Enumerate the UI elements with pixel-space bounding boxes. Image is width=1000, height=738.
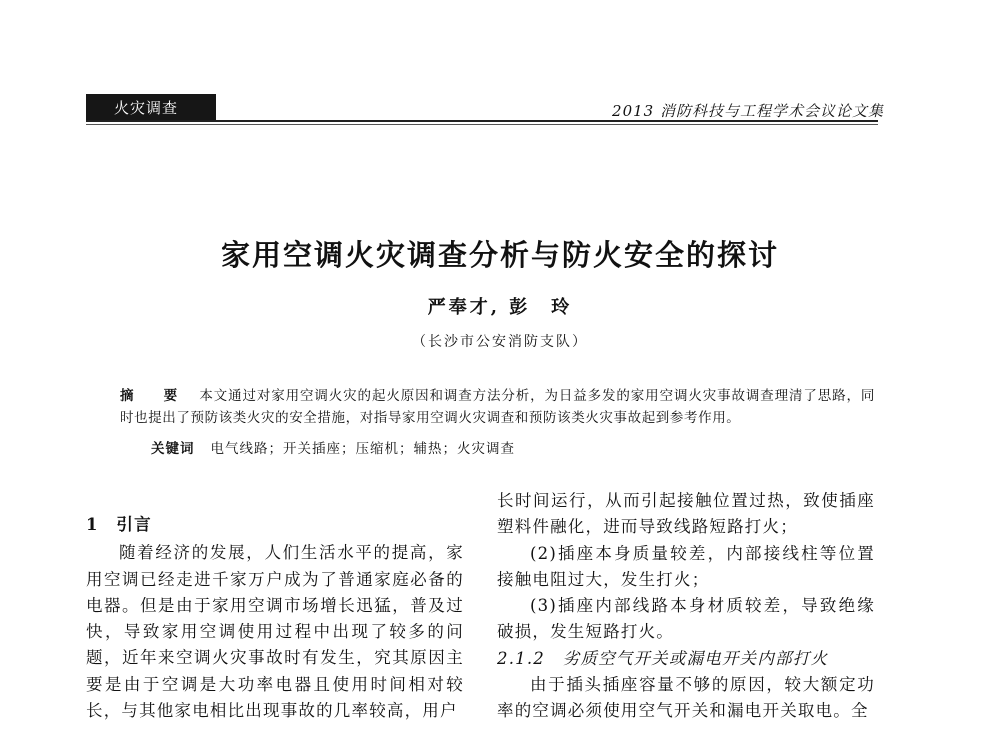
paragraph: 随着经济的发展，人们生活水平的提高，家用空调已经走进千家万户成为了普通家庭必备的电器。但是由于家用空调市场增长迅猛，普及过快，导致家用空调使用过程中出现了较多的问题，近年来空调火灾事故时有发生，究其原因主要是由于空调是大功率电器且使用时间相对较长，与其他家电相比出现事故的几率较高，用户 bbox=[86, 543, 464, 721]
right-column bbox=[497, 488, 875, 725]
list-item: (3)插座内部线路本身材质较差，导致绝缘破损，发生短路打火。 bbox=[497, 596, 875, 642]
paragraph: 长时间运行，从而引起接触位置过热，致使插座塑料件融化，进而导致线路短路打火； bbox=[497, 491, 875, 537]
keywords-label: 关键词 bbox=[151, 441, 195, 457]
authors: 严奉才, 彭 玲 bbox=[427, 297, 573, 318]
affiliation: （长沙市公安消防支队） bbox=[412, 334, 588, 350]
section-heading: 1 引言 bbox=[86, 515, 152, 534]
abstract bbox=[120, 385, 875, 429]
header-rule bbox=[86, 120, 878, 122]
keywords bbox=[151, 437, 515, 457]
paper-title: 家用空调火灾调查分析与防火安全的探讨 bbox=[220, 238, 779, 272]
paragraph: 由于插头插座容量不够的原因，较大额定功率的空调必须使用空气开关和漏电开关取电。全 bbox=[497, 675, 875, 721]
subsection-heading: 2.1.2 劣质空气开关或漏电开关内部打火 bbox=[497, 648, 829, 668]
header-rule-thin bbox=[86, 124, 878, 125]
abstract-label: 摘 要 bbox=[120, 388, 186, 404]
keywords-text: 电气线路；开关插座；压缩机；辅热；火灾调查 bbox=[210, 441, 515, 457]
section-tag: 火灾调查 bbox=[86, 94, 216, 122]
left-column bbox=[86, 512, 464, 724]
list-item: (2)插座本身质量较差，内部接线柱等位置接触电阻过大，发生打火； bbox=[497, 543, 875, 589]
abstract-text: 本文通过对家用空调火灾的起火原因和调查方法分析，为日益多发的家用空调火灾事故调查理清了思路，同时也提出了预防该类火灾的安全措施，对指导家用空调火灾调查和预防该类火灾事故起到参考作用。 bbox=[120, 388, 876, 426]
conference-title: 2013 消防科技与工程学术会议论文集 bbox=[612, 102, 884, 120]
